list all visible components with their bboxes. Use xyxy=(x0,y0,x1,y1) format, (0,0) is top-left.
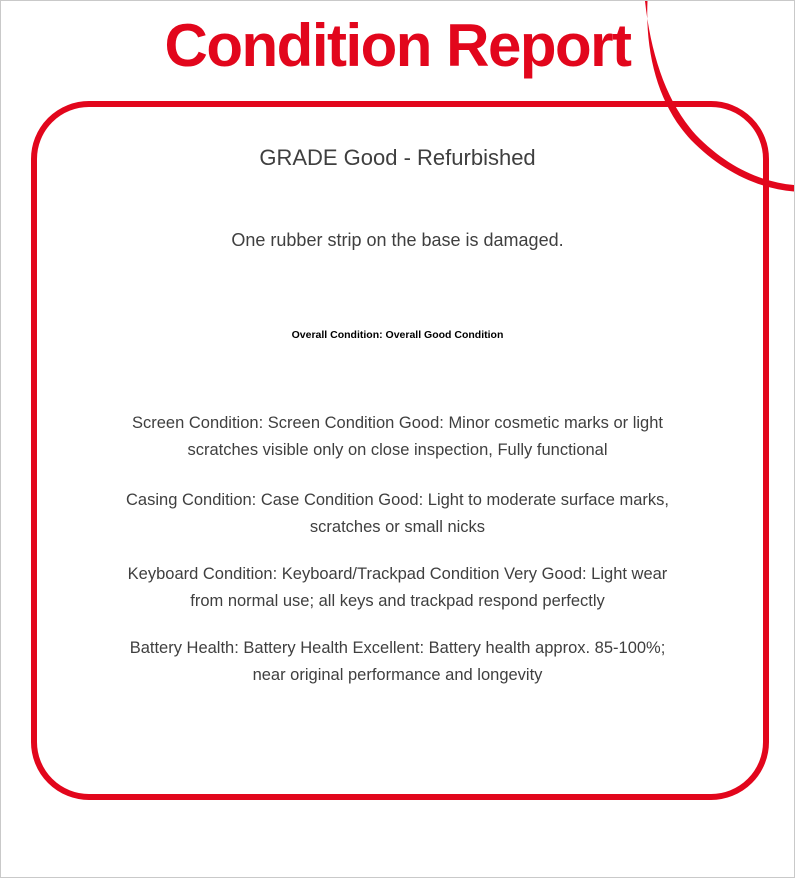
section-keyboard-condition xyxy=(68,561,728,615)
screen-condition-line-2: scratches visible only on close inspection, Fully functional xyxy=(187,441,608,459)
section-battery-health xyxy=(68,635,728,689)
keyboard-condition-line-1: Keyboard Condition: Keyboard/Trackpad Condition Very Good: Light wear xyxy=(127,565,668,583)
condition-note: One rubber strip on the base is damaged. xyxy=(231,230,564,250)
casing-condition-line-2: scratches or small nicks xyxy=(309,518,486,536)
keyboard-condition-line-2: from normal use; all keys and trackpad respond perfectly xyxy=(190,592,605,610)
section-screen-condition xyxy=(68,410,728,464)
casing-condition-line-1: Casing Condition: Case Condition Good: Light to moderate surface marks, xyxy=(126,491,669,509)
grade-heading: GRADE Good - Refurbished xyxy=(259,145,536,170)
screen-condition-line-1: Screen Condition: Screen Condition Good: Minor cosmetic marks or light xyxy=(132,414,663,432)
battery-health-line-1: Battery Health: Battery Health Excellent: Battery health approx. 85-100%; xyxy=(129,639,666,657)
battery-health-line-2: near original performance and longevity xyxy=(252,666,543,684)
overall-condition-line: Overall Condition: Overall Good Condition xyxy=(291,329,504,341)
section-casing-condition xyxy=(68,487,728,541)
page-title: Condition Report xyxy=(164,12,631,79)
